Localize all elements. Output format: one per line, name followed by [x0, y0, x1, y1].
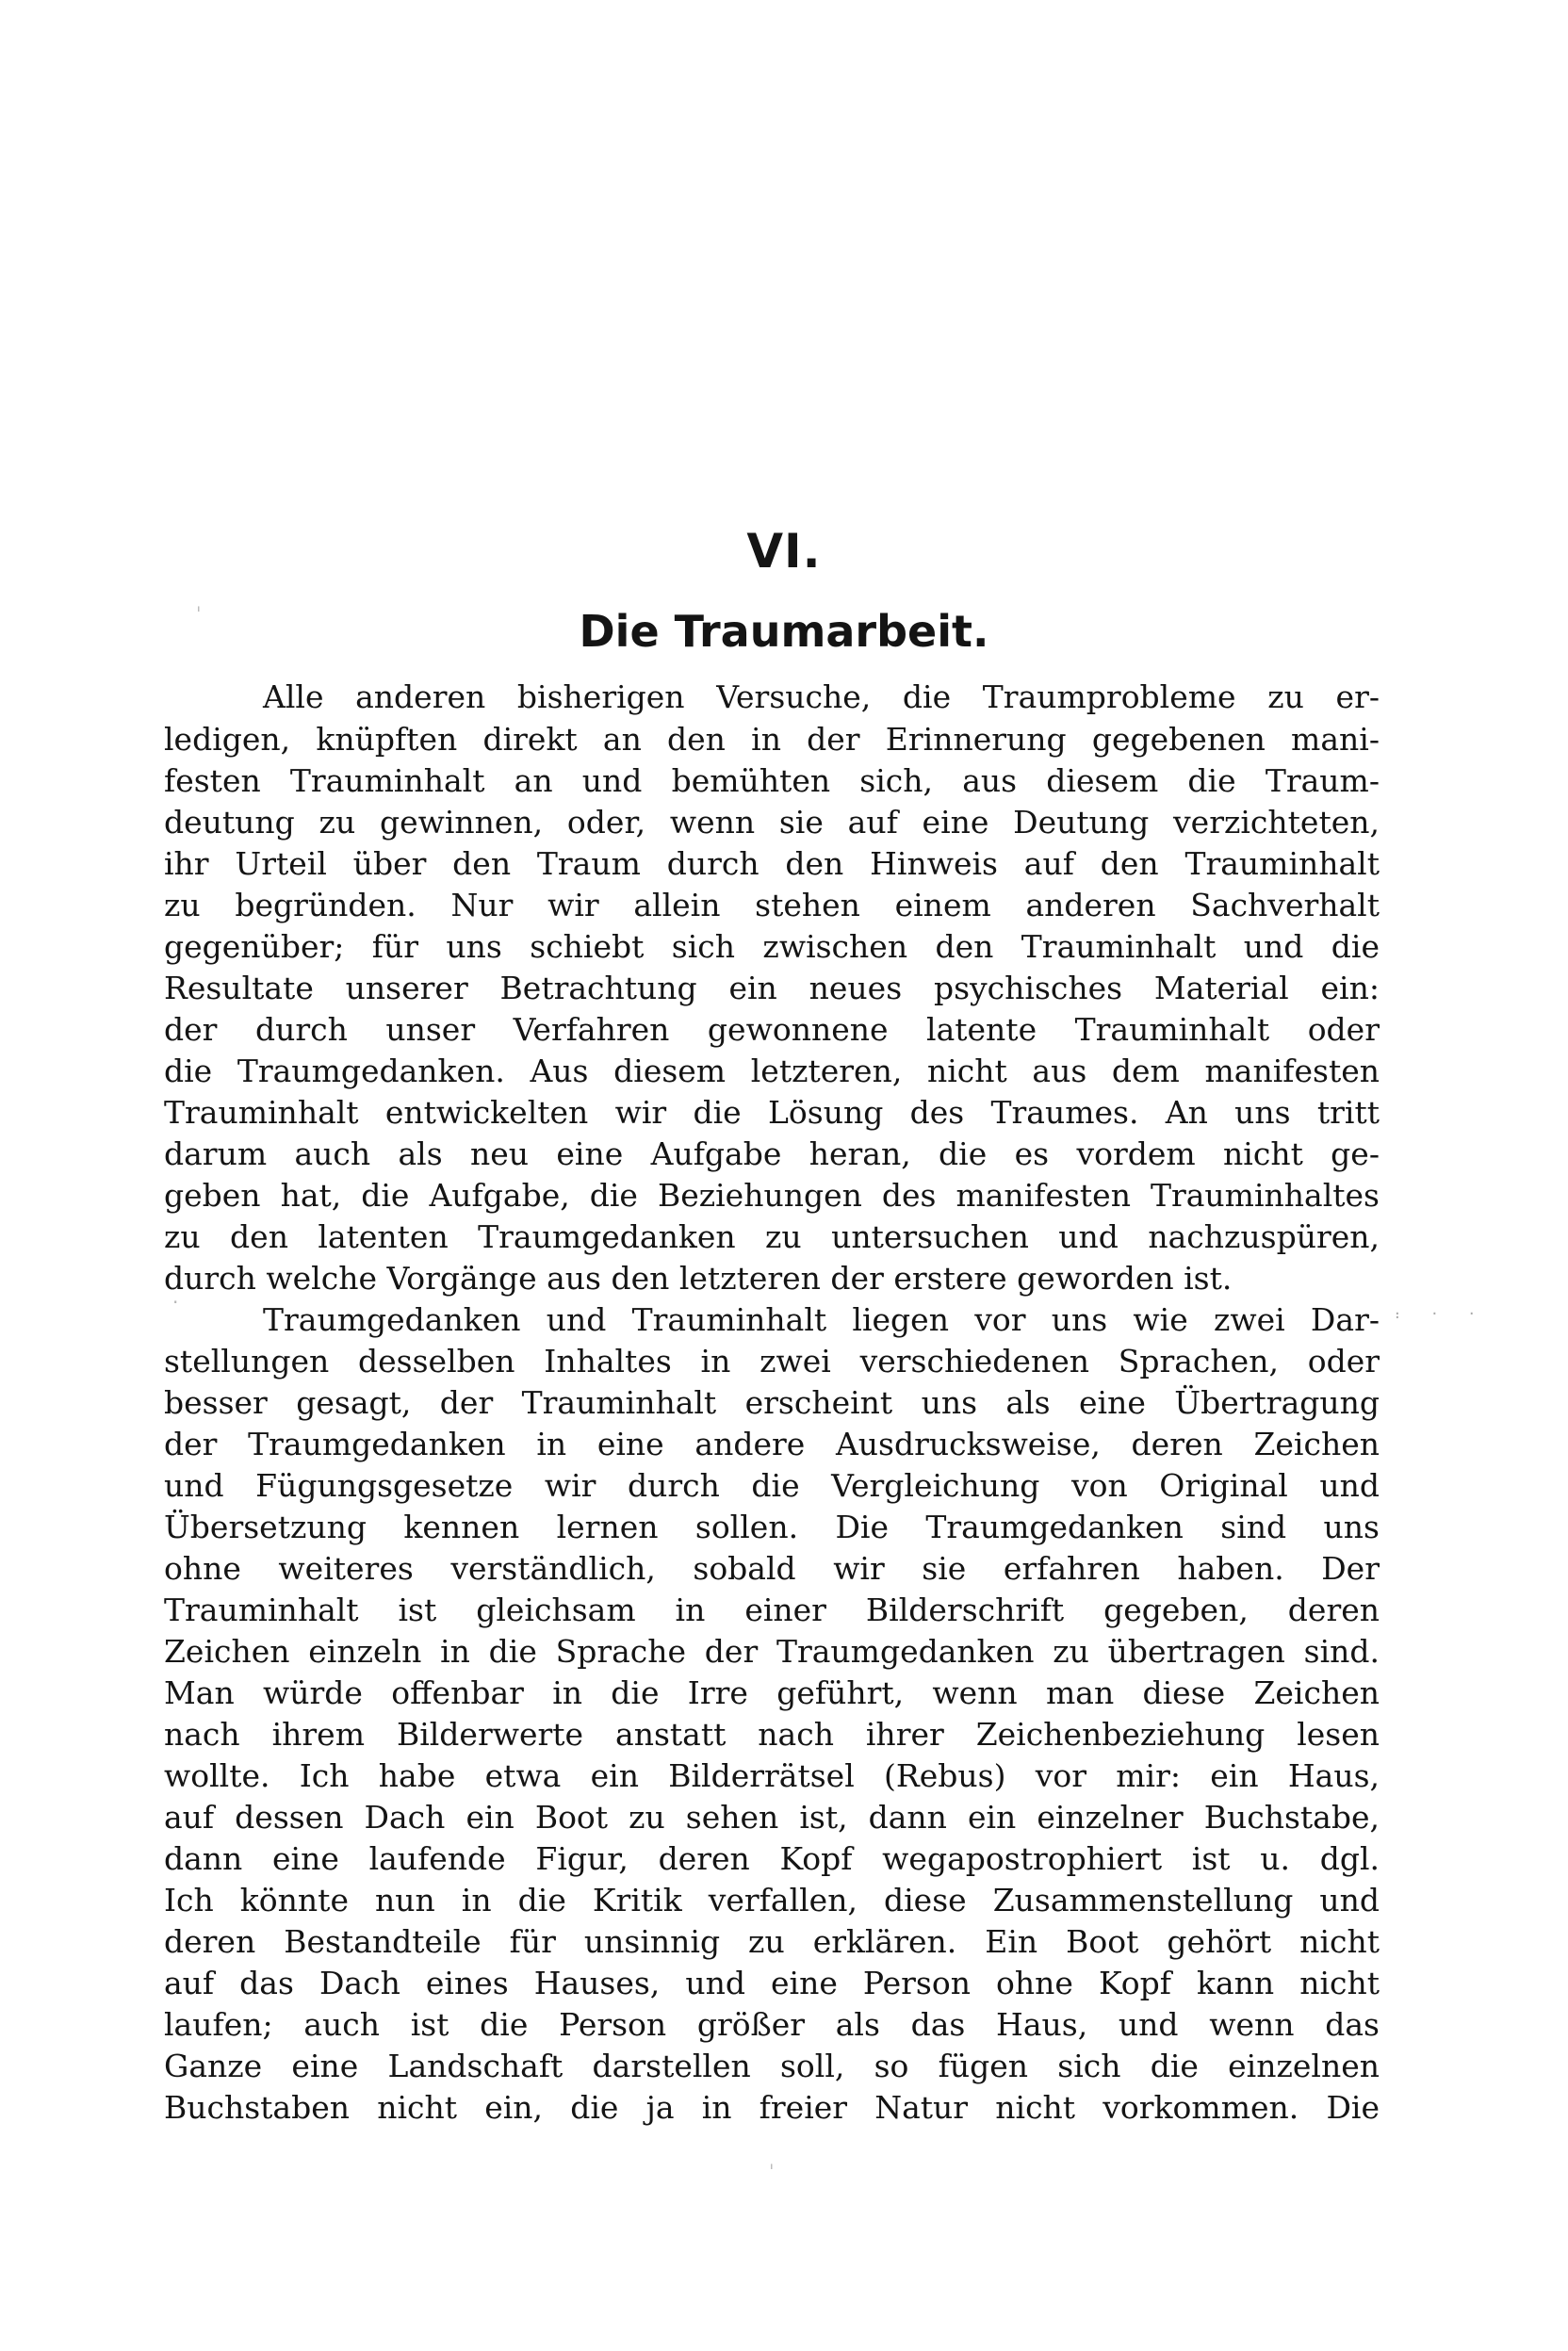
- text-line: zu begründen. Nur wir allein stehen einem anderen Sachverhalt: [164, 887, 1380, 923]
- scan-mark: ˈ: [196, 603, 202, 626]
- scan-mark-dots: · · · ·: [1395, 1304, 1488, 1328]
- scan-mark: ˌ: [769, 2148, 775, 2171]
- text-line: geben hat, die Aufgabe, die Beziehungen des manifesten Trauminhaltes: [164, 1177, 1380, 1214]
- text-line: der durch unser Verfahren gewonnene latente Trauminhalt oder: [164, 1011, 1380, 1048]
- text-line: zu den latenten Traumgedanken zu untersuchen und nachzuspüren,: [164, 1218, 1380, 1255]
- text-line: festen Trauminhalt an und bemühten sich, aus diesem die Traum-: [164, 762, 1380, 799]
- text-line: Buchstaben nicht ein, die ja in freier Natur nicht vorkommen. Die: [164, 2089, 1380, 2126]
- text-line: gegenüber; für uns schiebt sich zwischen den Trauminhalt und die: [164, 928, 1380, 965]
- text-line: stellungen desselben Inhaltes in zwei verschiedenen Sprachen, oder: [164, 1343, 1380, 1380]
- text-line: deren Bestandteile für unsinnig zu erklären. Ein Boot gehört nicht: [164, 1923, 1380, 1960]
- text-line: Resultate unserer Betrachtung ein neues psychisches Material ein:: [164, 970, 1380, 1006]
- text-line: darum auch als neu eine Aufgabe heran, die es vordem nicht ge-: [164, 1135, 1380, 1172]
- text-line: ihr Urteil über den Traum durch den Hinweis auf den Trauminhalt: [164, 845, 1380, 882]
- text-line: wollte. Ich habe etwa ein Bilderrätsel (Rebus) vor mir: ein Haus,: [164, 1757, 1380, 1794]
- text-line: dann eine laufende Figur, deren Kopf wegapostrophiert ist u. dgl.: [164, 1840, 1380, 1877]
- scan-mark: ·: [172, 1291, 179, 1314]
- text-line: ohne weiteres verständlich, sobald wir sie erfahren haben. Der: [164, 1550, 1380, 1587]
- text-line: Traumgedanken und Trauminhalt liegen vor uns wie zwei Dar-: [263, 1301, 1380, 1338]
- text-line: Zeichen einzeln in die Sprache der Traumgedanken zu übertragen sind.: [164, 1633, 1380, 1670]
- text-line: auf dessen Dach ein Boot zu sehen ist, dann ein einzelner Buchstabe,: [164, 1799, 1380, 1836]
- text-line: laufen; auch ist die Person größer als das Haus, und wenn das: [164, 2006, 1380, 2043]
- text-line: nach ihrem Bilderwerte anstatt nach ihrer Zeichenbeziehung lesen: [164, 1716, 1380, 1753]
- text-line: durch welche Vorgänge aus den letzteren der erstere geworden ist.: [164, 1260, 1233, 1297]
- text-line: auf das Dach eines Hauses, und eine Person ohne Kopf kann nicht: [164, 1965, 1380, 2001]
- text-line: besser gesagt, der Trauminhalt erscheint uns als eine Übertragung: [164, 1384, 1380, 1421]
- text-line: deutung zu gewinnen, oder, wenn sie auf eine Deutung verzichteten,: [164, 804, 1380, 841]
- text-line: Trauminhalt ist gleichsam in einer Bilderschrift gegeben, deren: [164, 1592, 1380, 1628]
- text-line: Übersetzung kennen lernen sollen. Die Traumgedanken sind uns: [164, 1509, 1380, 1545]
- text-line: Ich könnte nun in die Kritik verfallen, diese Zusammenstellung und: [164, 1882, 1380, 1918]
- text-line: und Fügungsgesetze wir durch die Vergleichung von Original und: [164, 1467, 1380, 1504]
- text-line: Trauminhalt entwickelten wir die Lösung des Traumes. An uns tritt: [164, 1094, 1380, 1131]
- text-line: Ganze eine Landschaft darstellen soll, so fügen sich die einzelnen: [164, 2048, 1380, 2084]
- chapter-number: VI.: [746, 524, 822, 579]
- text-line: Alle anderen bisherigen Versuche, die Traumprobleme zu er-: [263, 678, 1380, 715]
- chapter-title: Die Traumarbeit.: [579, 606, 989, 657]
- text-line: Man würde offenbar in die Irre geführt, wenn man diese Zeichen: [164, 1674, 1380, 1711]
- text-line: der Traumgedanken in eine andere Ausdrucksweise, deren Zeichen: [164, 1426, 1380, 1462]
- text-line: ledigen, knüpften direkt an den in der Erinnerung gegebenen mani-: [164, 721, 1380, 758]
- text-line: die Traumgedanken. Aus diesem letzteren, nicht aus dem manifesten: [164, 1053, 1380, 1089]
